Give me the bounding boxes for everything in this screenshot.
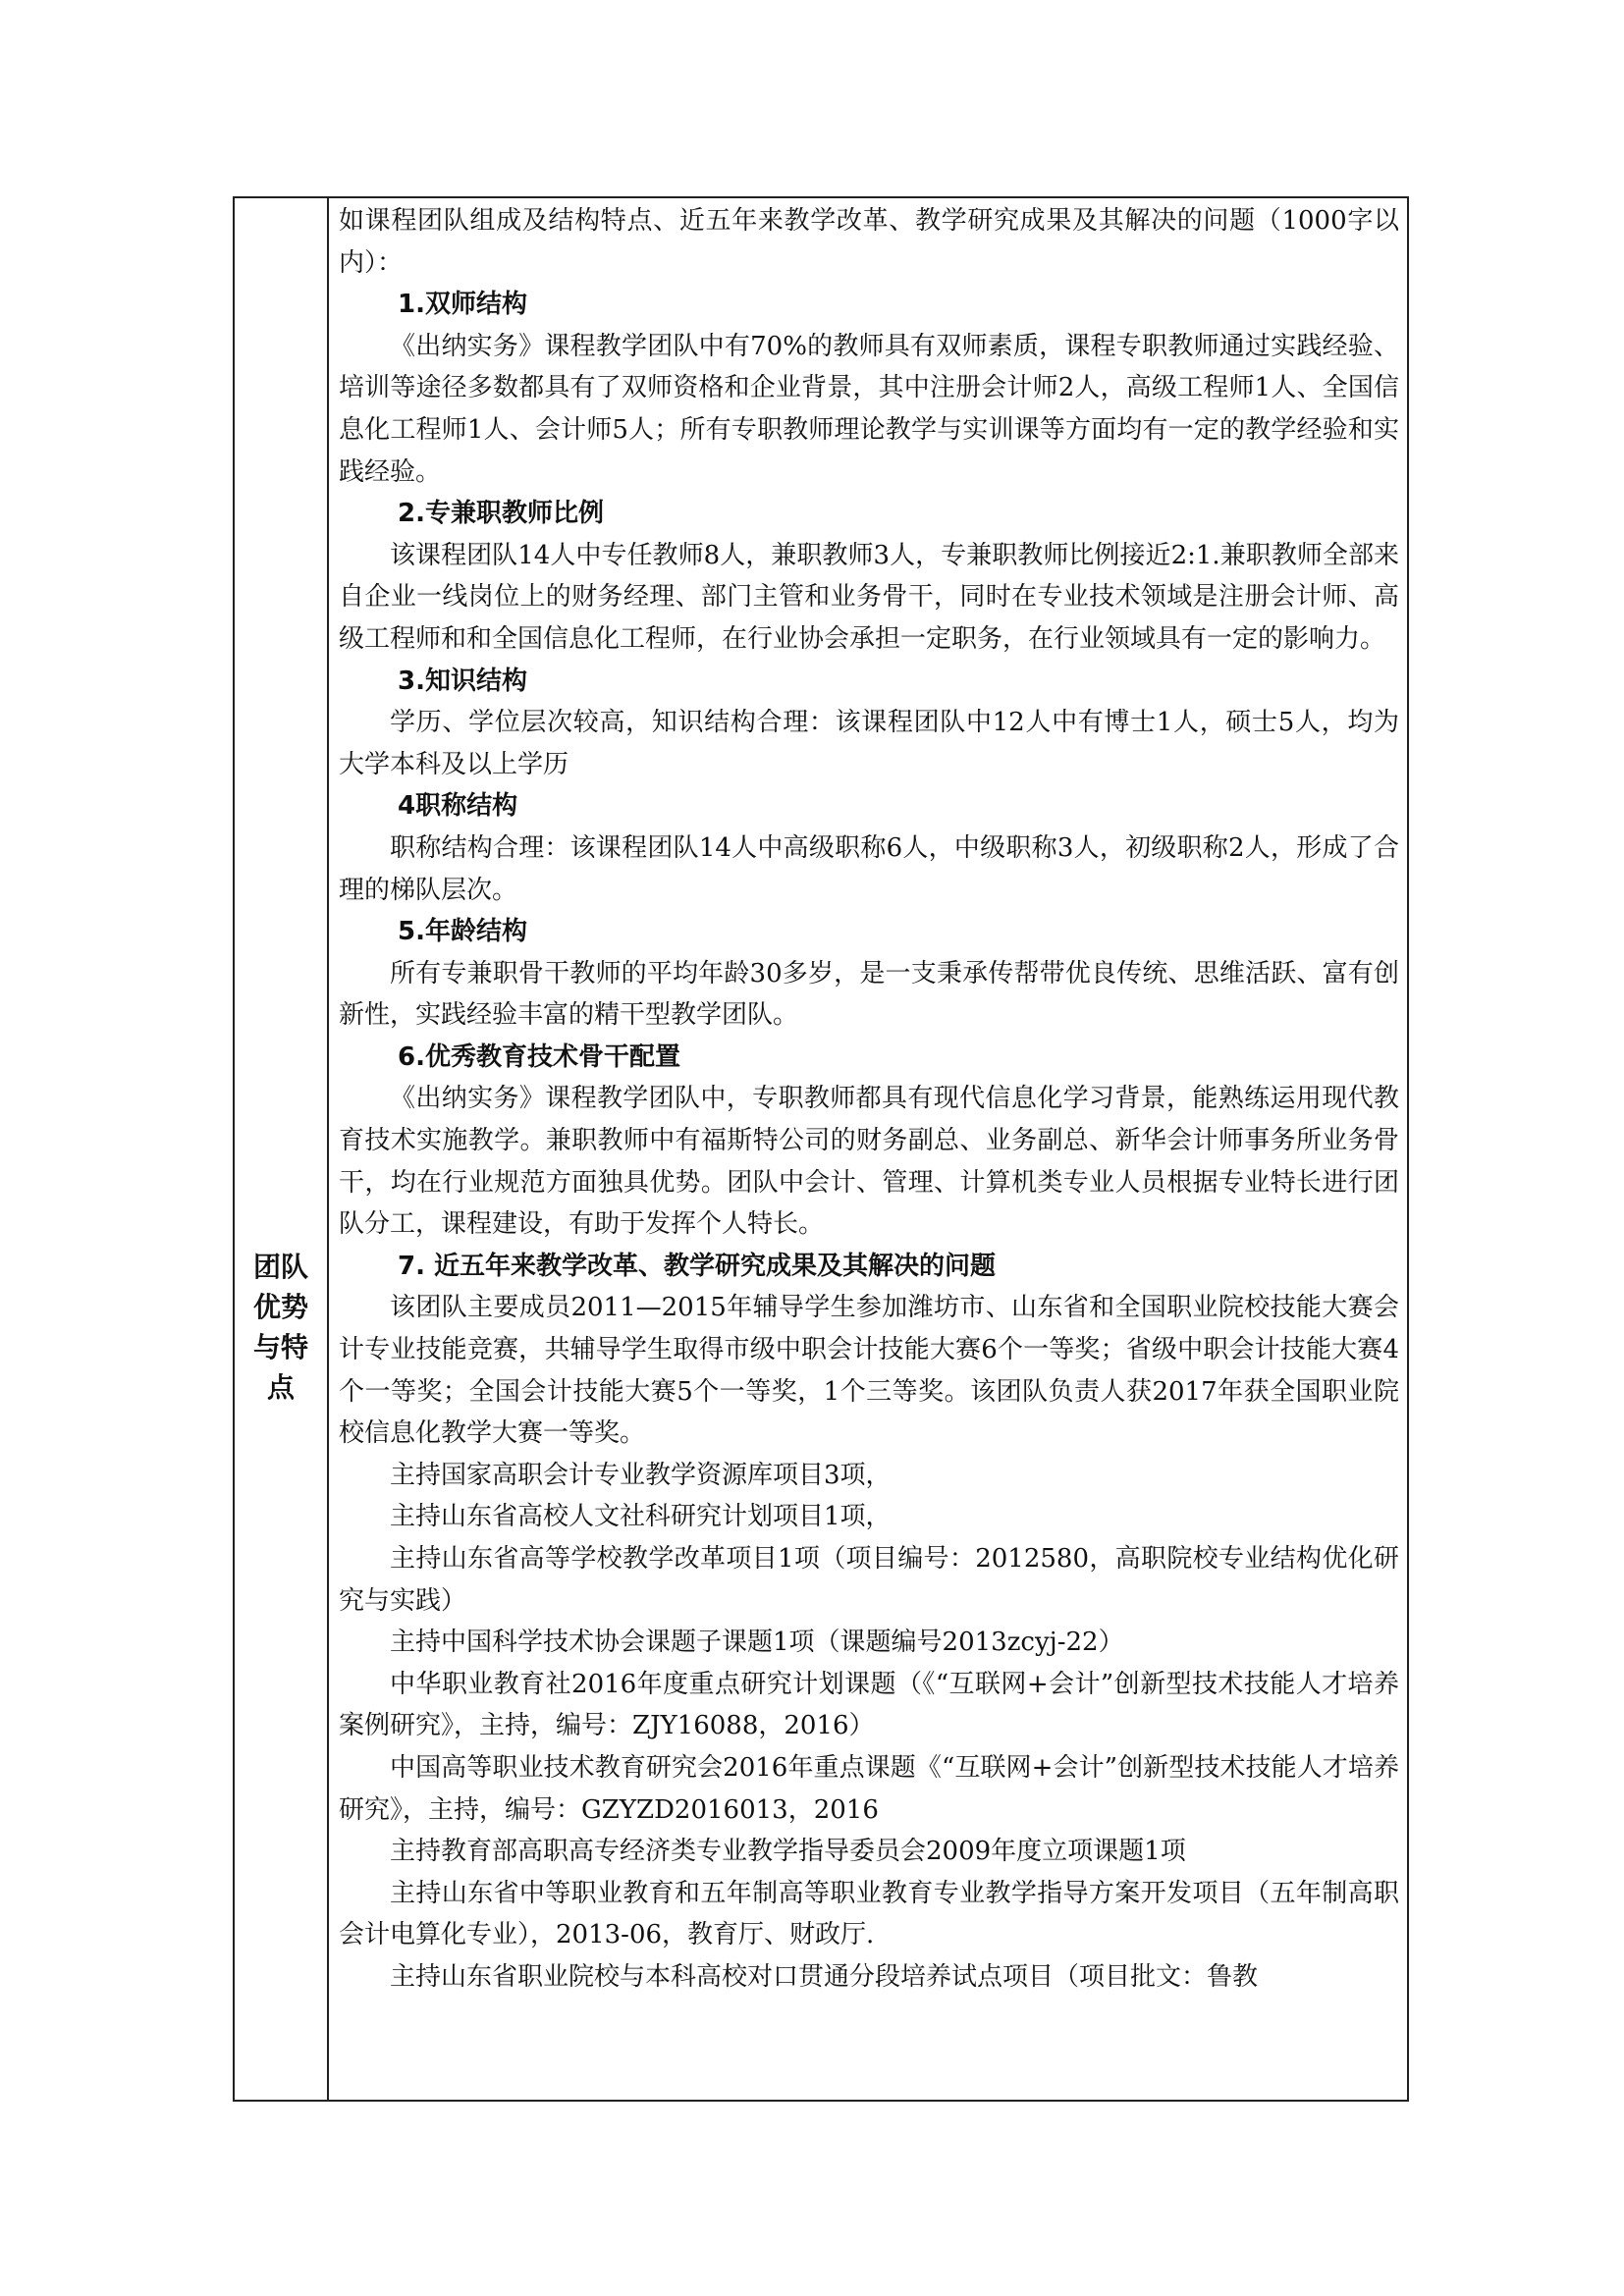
section-7-text-9: 主持山东省中等职业教育和五年制高等职业教育专业教学指导方案开发项目（五年制高职会计电算化专业），2013-06，教育厅、财政厅. xyxy=(339,1878,1399,1950)
section-7-text-2: 主持国家高职会计专业教学资源库项目3项， xyxy=(390,1460,892,1490)
section-label xyxy=(235,1247,327,1408)
section-3-title: 3.知识结构 xyxy=(398,666,527,696)
section-1-title: 1.双师结构 xyxy=(398,290,527,320)
section-3-text: 学历、学位层次较高，知识结构合理：该课程团队中12人中有博士1人，硕士5人，均为大学本科及以上学历 xyxy=(339,708,1399,779)
section-1-text: 《出纳实务》课程教学团队中有70%的教师具有双师素质，课程专职教师通过实践经验、培训等途径多数都具有了双师资格和企业背景，其中注册会计师2人，高级工程师1人、全国信息化工程师1人、会计师5人；所有专职教师理论教学与实训课等方面均有一定的教学经验和实践经验。 xyxy=(339,331,1399,487)
section-2-text: 该课程团队14人中专任教师8人，兼职教师3人，专兼职教师比例接近2:1.兼职教师全部来自企业一线岗位上的财务经理、部门主管和业务骨干，同时在专业技术领域是注册会计师、高级工程师和和全国信息化工程师，在行业协会承担一定职务，在行业领域具有一定的影响力。 xyxy=(339,540,1399,654)
form-table xyxy=(233,196,1409,2102)
label-line-3: 与特 xyxy=(252,1331,308,1363)
section-7-text-3: 主持山东省高校人文社科研究计划项目1项， xyxy=(390,1502,892,1532)
section-2-title: 2.专兼职教师比例 xyxy=(398,499,604,529)
section-7-text-1: 该团队主要成员2011—2015年辅导学生参加潍坊市、山东省和全国职业院校技能大赛会计专业技能竞赛，共辅导学生取得市级中职会计技能大赛6个一等奖；省级中职会计技能大赛4个一等奖；全国会计技能大赛5个一等奖，1个三等奖。该团队负责人获2017年获全国职业院校信息化教学大赛一等奖。 xyxy=(339,1293,1399,1449)
section-7-text-6: 中华职业教育社2016年度重点研究计划课题（《“互联网+会计”创新型技术技能人才培养案例研究》，主持，编号：ZJY16088，2016） xyxy=(339,1669,1399,1741)
section-5-text: 所有专兼职骨干教师的平均年龄30多岁，是一支秉承传帮带优良传统、思维活跃、富有创新性，实践经验丰富的精干型教学团队。 xyxy=(339,958,1399,1031)
section-7-text-4: 主持山东省高等学校教学改革项目1项（项目编号：2012580，高职院校专业结构优化研究与实践） xyxy=(339,1544,1399,1616)
section-7-title: 7. 近五年来教学改革、教学研究成果及其解决的问题 xyxy=(398,1251,997,1281)
section-4-title: 4职称结构 xyxy=(398,791,518,822)
section-6-text: 《出纳实务》课程教学团队中，专职教师都具有现代信息化学习背景，能熟练运用现代教育技术实施教学。兼职教师中有福斯特公司的财务副总、业务副总、新华会计师事务所业务骨干，均在行业规范方面独具优势。团队中会计、管理、计算机类专业人员根据专业特长进行团队分工，课程建设，有助于发挥个人特长。 xyxy=(339,1084,1399,1240)
section-7-text-10: 主持山东省职业院校与本科高校对口贯通分段培养试点项目（项目批文：鲁教 xyxy=(390,1961,1259,1992)
section-7-text-7: 中国高等职业技术教育研究会2016年重点课题《“互联网+会计”创新型技术技能人才培养研究》，主持，编号：GZYZD2016013，2016 xyxy=(339,1752,1399,1825)
section-4-text: 职称结构合理：该课程团队14人中高级职称6人，中级职称3人，初级职称2人，形成了合理的梯队层次。 xyxy=(339,832,1399,905)
label-line-2: 优势 xyxy=(252,1291,308,1323)
label-line-4: 点 xyxy=(266,1371,295,1404)
section-7-text-5: 主持中国科学技术协会课题子课题1项（课题编号2013zcyj-22） xyxy=(390,1628,1124,1658)
label-line-1: 团队 xyxy=(252,1251,308,1283)
label-column xyxy=(235,198,329,2100)
section-6-title: 6.优秀教育技术骨干配置 xyxy=(398,1041,680,1072)
section-5-title: 5.年龄结构 xyxy=(398,917,527,947)
content-cell xyxy=(329,198,1407,2100)
section-7-text-8: 主持教育部高职高专经济类专业教学指导委员会2009年度立项课题1项 xyxy=(390,1837,1186,1867)
intro-text: 如课程团队组成及结构特点、近五年来教学改革、教学研究成果及其解决的问题（1000字以内）： xyxy=(339,206,1399,278)
